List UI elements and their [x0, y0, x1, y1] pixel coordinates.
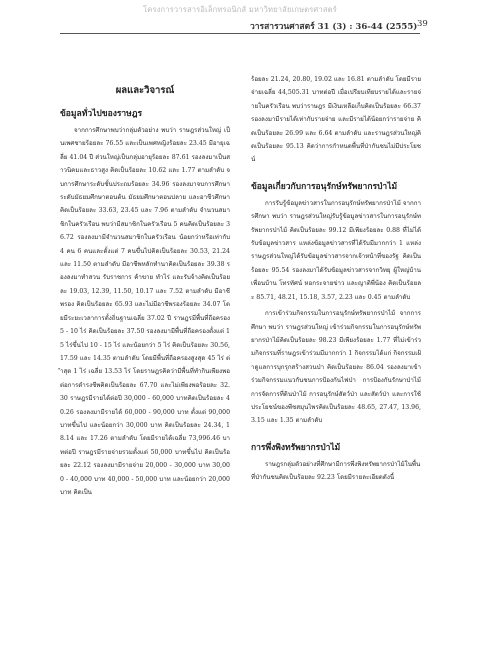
paragraph-activity-participation: การเข้าร่วมกิจกรรมในการอนุรักษ์ทรัพยากรป่าไม้ จากการศึกษา พบว่า ราษฎรส่วนใหญ่ เข้าร่วมกิจกรรมในการอนุรักษ์ทรัพยากรป่าไม้คิดเป็นร้อยละ 98.23 มีเพียงร้อยละ 1.77 ที่ไม่เข้าร่วมกิจกรรมที่ราษฎรเข้าร่วมมีมากกว่า 1 กิจกรรมได้แก่ กิจกรรมเฝ้าดูแลการบุกรุกสร้างสวนป่า คิดเป็นร้อยละ 86.04 รองลงมาเข้าร่วมกิจกรรมแนวกันชนการป้องกันไฟป่า การป้องกันรักษาป่าไม้ การจัดการที่ดินป่าไม้ การอนุรักษ์สัตว์ป่า และสัตว์ป่า และการใช้ประโยชน์ของพืชสมุนไพรคิดเป็นร้อยละ 48.65, 27.47, 13.96, 3.15 และ 1.35 ตามลำดับ — [251, 310, 421, 425]
watermark-text: โครงการวารสารอิเล็กทรอนิกส์ มหาวิทยาลัยเกษตรศาสตร์ — [143, 5, 337, 14]
section-title: ผลและวิจารณ์ — [115, 85, 175, 96]
paragraph-continued: ร้อยละ 21.24, 20.80, 19.02 และ 16.81 ตามลำดับ โดยมีรายจ่ายเฉลี่ย 44,505.31 บาทต่อปี เมื่อเปรียบเทียบรายได้และรายจ่ายในครัวเรือน พบว่าราษฎร มีเงินเหลือเก็บคิดเป็นร้อยละ 66.37 รองลงมามีรายได้เท่ากับรายจ่าย และมีรายได้น้อยกว่ารายจ่าย คิดเป็นร้อยละ 26.99 และ 6.64 ตามลำดับ และราษฎรส่วนใหญ่คิดเป็นร้อยละ 95.13 คิดว่าการกำหนดพื้นที่ป่ากันชนไม่มีประโยชน์ — [251, 76, 421, 164]
right-column — [251, 73, 421, 488]
journal-header: วารสารวนศาสตร์ 31 (3) : 36-44 (2555) — [250, 22, 418, 32]
paragraph-general-info: จากการศึกษาพบว่ากลุ่มตัวอย่าง พบว่า ราษฎรส่วนใหญ่ เป็นเพศชายร้อยละ 76.55 และเป็นเพศหญิงร้อยละ 23.45 มีอายุเฉลี่ย 41.04 ปี ส่วนใหญ่เป็นกลุ่มอายุร้อยละ 87.61 รองลงมาเป็นสาวนิคมและธาวสูง คิดเป็นร้อยละ 10.62 และ 1.77 ตามลำดับ จบการศึกษาระดับชั้นประถมร้อยละ 34.96 รองลงมาจบการศึกษาระดับมัธยมศึกษาตอนต้น มัธยมศึกษาตอนปลาย และอาชีวศึกษาคิดเป็นร้อยละ 33.63, 23.45 และ 7.96 ตามลำดับ จำนวนสมาชิกในครัวเรือน พบว่ามีสมาชิกในครัวเรือน 5 คนคิดเป็นร้อยละ 36.72 รองลงมามีจำนวนสมาชิกในครัวเรือน น้อยกว่าหรือเท่ากับ 4 คน 6 คนและตั้งแต่ 7 คนขึ้นไปคิดเป็นร้อยละ 30.53, 21.24 และ 11.50 ตามลำดับ มีอาชีพหลักทำนาคิดเป็นร้อยละ 39.38 รองลงมาทำสวน รับราชการ ค้าขาย ทำไร่ และรับจ้างคิดเป็นร้อยละ 19.03, 12.39, 11.50, 10.17 และ 7.52 ตามลำดับ มีอาชีพรอง คิดเป็นร้อยละ 65.93 และไม่มีอาชีพรองร้อยละ 34.07 โดยมีระยะเวลาการตั้งถิ่นฐานเฉลี่ย 37.02 ปี ราษฎรมีพื้นที่ถือครอง 5 - 10 ไร่ คิดเป็นร้อยละ 37.50 รองลงมามีพื้นที่ถือครองตั้งแต่ 15 ไร่ขึ้นไป 10 - 15 ไร่ และน้อยกว่า 5 ไร่ คิดเป็นร้อยละ 30.56, 17.59 และ 14.35 ตามลำดับ โดยมีพื้นที่ถือครองสูงสุด 45 ไร่ ต่ำสุด 1 ไร่ เฉลี่ย 13.53 ไร่ โดยราษฎรคิดว่ามีพื้นที่ทำกินเพียงพอต่อการดำรงชีพคิดเป็นร้อยละ 67.70 และไม่เพียงพอร้อยละ 32.30 ราษฎรมีรายได้ต่อปี 30,000 - 60,000 บาทคิดเป็นร้อยละ 40.26 รองลงมามีรายได้ 60,000 - 90,000 บาท ตั้งแต่ 90,000 บาทขึ้นไป และน้อยกว่า 30,000 บาท คิดเป็นร้อยละ 24.34, 18.14 และ 17.26 ตามลำดับ โดยมีรายได้เฉลี่ย 73,996.46 บาทต่อปี ราษฎรมีรายจ่ายรวมตั้งแต่ 50,000 บาทขึ้นไป คิดเป็นร้อยละ 22.12 รองลงมามีรายจ่าย 20,000 - 30,000 บาท 30,000 - 40,000 บาท 40,000 - 50,000 บาท และน้อยกว่า 20,000 บาท คิดเป็น — [60, 127, 230, 496]
subsection-heading-general-info: ข้อมูลทั่วไปของราษฎร — [60, 109, 143, 119]
left-column — [60, 73, 230, 502]
paragraph-forest-dependence: ราษฎรกลุ่มตัวอย่างที่ศึกษามีการพึ่งพิงทรัพยากรป่าไม้ในพื้นที่ป่ากันชนคิดเป็นร้อยละ 92.23 โดยมีรายละเอียดดังนี้ — [251, 460, 421, 482]
subsection-heading-forest-conservation: ข้อมูลเกี่ยวกับการอนุรักษ์ทรัพยากรป่าไม้ — [251, 181, 398, 192]
header-divider — [60, 33, 420, 34]
subsection-heading-forest-dependence: การพึ่งพิงทรัพยากรป่าไม้ — [251, 442, 341, 453]
paragraph-information-awareness: การรับรู้ข้อมูลข่าวสารในการอนุรักษ์ทรัพยากรป่าไม้ จากการศึกษา พบว่า ราษฎรส่วนใหญ่รับรู้ข้อมูลข่าวสารในการอนุรักษ์ทรัพยากรป่าไม้ คิดเป็นร้อยละ 99.12 มีเพียงร้อยละ 0.88 ที่ไม่ได้รับข้อมูลข่าวสาร แหล่งข้อมูลข่าวสารที่ได้รับมีมากกว่า 1 แหล่ง ราษฎรส่วนใหญ่ได้รับข้อมูลข่าวสารจากเจ้าหน้าที่ของรัฐ คิดเป็นร้อยละ 95.54 รองลงมาได้รับข้อมูลข่าวสารจากวิทยุ ผู้ใหญ่บ้าน เพื่อนบ้าน โทรทัศน์ หอกระจายข่าว และญาติพี่น้อง คิดเป็นร้อยละ 85.71, 48.21, 15.18, 3.57, 2.23 และ 0.45 ตามลำดับ — [251, 199, 421, 301]
page-number: 39 — [417, 19, 428, 29]
